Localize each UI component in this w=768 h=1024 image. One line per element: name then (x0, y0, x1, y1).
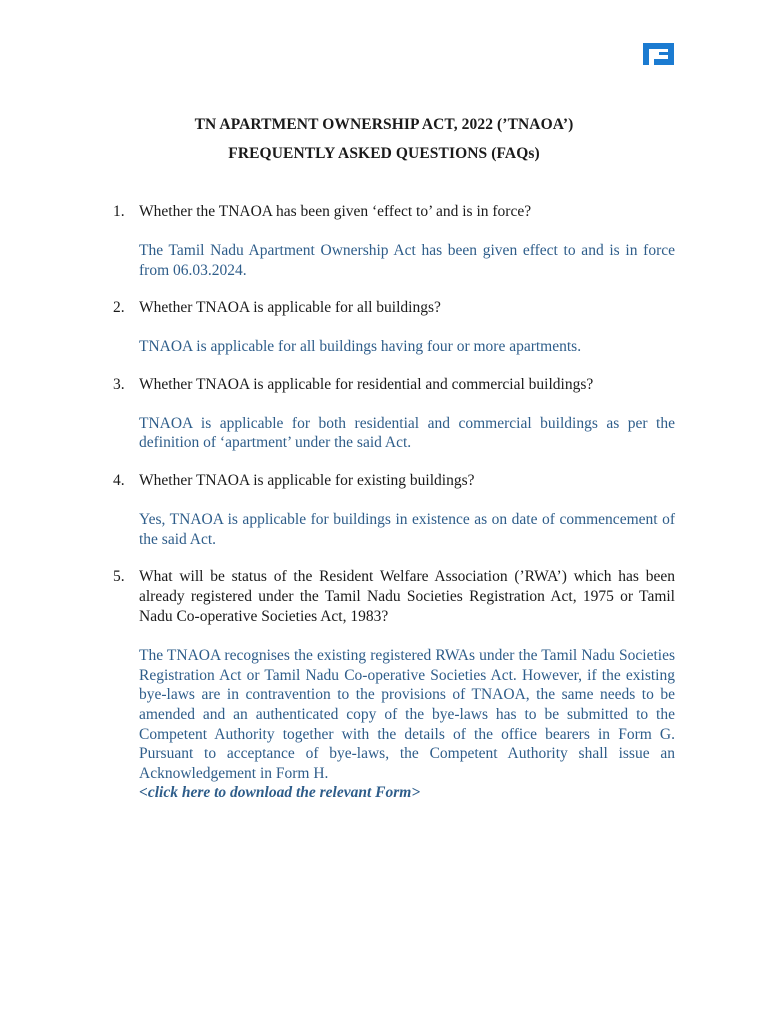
document-title (0, 115, 768, 164)
faq-heading: FREQUENTLY ASKED QUESTIONS (FAQs) (228, 145, 540, 162)
question-number: 5. (113, 568, 125, 586)
question-text: Whether TNAOA is applicable for residential and commercial buildings? (139, 375, 594, 393)
faq-item (113, 375, 675, 453)
question-text: Whether the TNAOA has been given ‘effect to’ and is in force? (139, 203, 532, 220)
question-text: Whether TNAOA is applicable for all buildings? (139, 299, 441, 317)
question-number: 2. (113, 299, 125, 317)
question-number: 1. (113, 203, 125, 220)
answer-text: TNAOA is applicable for all buildings having four or more apartments. (139, 338, 582, 356)
answer-text: Yes, TNAOA is applicable for buildings in existence as on date of commencement of the said Act. (139, 510, 675, 548)
faq-item (113, 471, 675, 549)
firm-logo-icon (643, 43, 674, 65)
answer-text: The Tamil Nadu Apartment Ownership Act has been given effect to and is in force from 06.03.2024. (139, 242, 675, 279)
answer-text: TNAOA is applicable for both residential and commercial buildings as per the definition of ‘apartment’ under the said Act. (139, 414, 675, 452)
question-text: Whether TNAOA is applicable for existing buildings? (139, 471, 475, 489)
faq-item (113, 567, 675, 802)
faq-list (113, 202, 675, 820)
question-number: 3. (113, 375, 125, 393)
faq-item (113, 202, 675, 280)
faq-item (113, 298, 675, 357)
question-number: 4. (113, 471, 125, 489)
question-text: What will be status of the Resident Welfare Association (’RWA’) which has been already registered under the Tamil Nadu Societies Registration Act, 1975 or Tamil Nadu Co-operative Societies Act, 1983? (139, 568, 675, 626)
download-form-link[interactable]: <click here to download the relevant Form> (139, 784, 421, 802)
answer-text: The TNAOA recognises the existing registered RWAs under the Tamil Nadu Societies Registration Act or Tamil Nadu Co-operative Societies Act. However, if the existing bye-laws are in contravention to the provisions of TNAOA, the same needs to be amended and an authenticated copy of the bye-laws has to be submitted to the Competent Authority together with the details of the office bearers in Form G. Pursuant to acceptance of bye-laws, the Competent Authority shall issue an Acknowledgement in Form H. (139, 647, 675, 782)
act-title: TN APARTMENT OWNERSHIP ACT, 2022 (’TNAOA’) (194, 116, 574, 133)
